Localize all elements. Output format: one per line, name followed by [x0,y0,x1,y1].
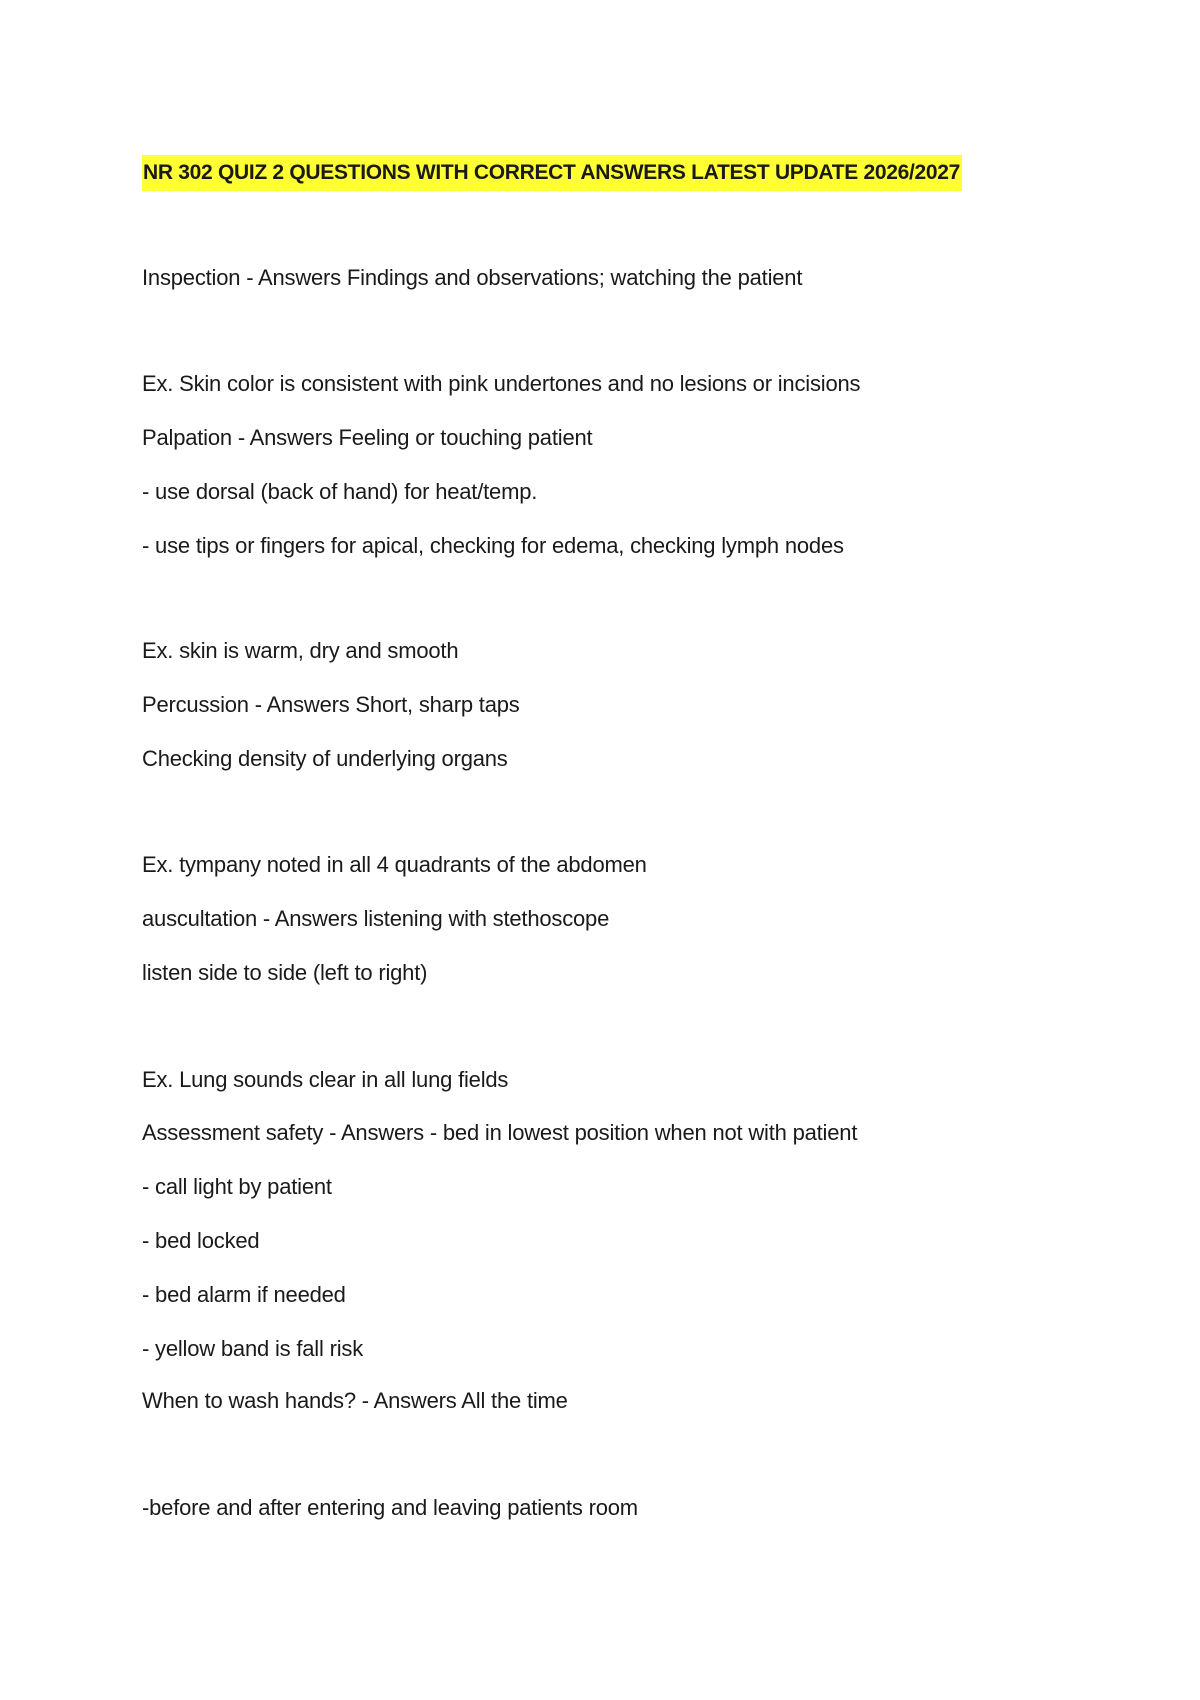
text-line-auscultation: auscultation - Answers listening with stethoscope [142,906,610,931]
text-line-percussion-density: Checking density of underlying organs [142,746,508,771]
text-line-inspection: Inspection - Answers Findings and observations; watching the patient [142,265,803,290]
text-line-bed-alarm: - bed alarm if needed [142,1282,346,1307]
text-line-before-after: -before and after entering and leaving patients room [142,1495,638,1520]
text-line-auscultation-side: listen side to side (left to right) [142,960,428,985]
text-line-percussion-example: Ex. tympany noted in all 4 quadrants of the abdomen [142,852,647,877]
text-line-palpation-dorsal: - use dorsal (back of hand) for heat/temp. [142,479,538,504]
text-line-assessment-safety: Assessment safety - Answers - bed in lowest position when not with patient [142,1120,858,1145]
text-line-call-light: - call light by patient [142,1174,332,1199]
document-title: NR 302 QUIZ 2 QUESTIONS WITH CORRECT ANSWERS LATEST UPDATE 2026/2027 [142,155,962,191]
text-line-palpation: Palpation - Answers Feeling or touching patient [142,425,593,450]
text-line-inspection-example: Ex. Skin color is consistent with pink undertones and no lesions or incisions [142,371,861,396]
text-line-bed-locked: - bed locked [142,1228,260,1253]
text-line-palpation-example: Ex. skin is warm, dry and smooth [142,638,459,663]
text-line-auscultation-example: Ex. Lung sounds clear in all lung fields [142,1067,509,1092]
text-line-palpation-tips: - use tips or fingers for apical, checking for edema, checking lymph nodes [142,533,844,558]
text-line-wash-hands: When to wash hands? - Answers All the time [142,1388,568,1413]
text-line-yellow-band: - yellow band is fall risk [142,1336,363,1361]
text-line-percussion: Percussion - Answers Short, sharp taps [142,692,520,717]
